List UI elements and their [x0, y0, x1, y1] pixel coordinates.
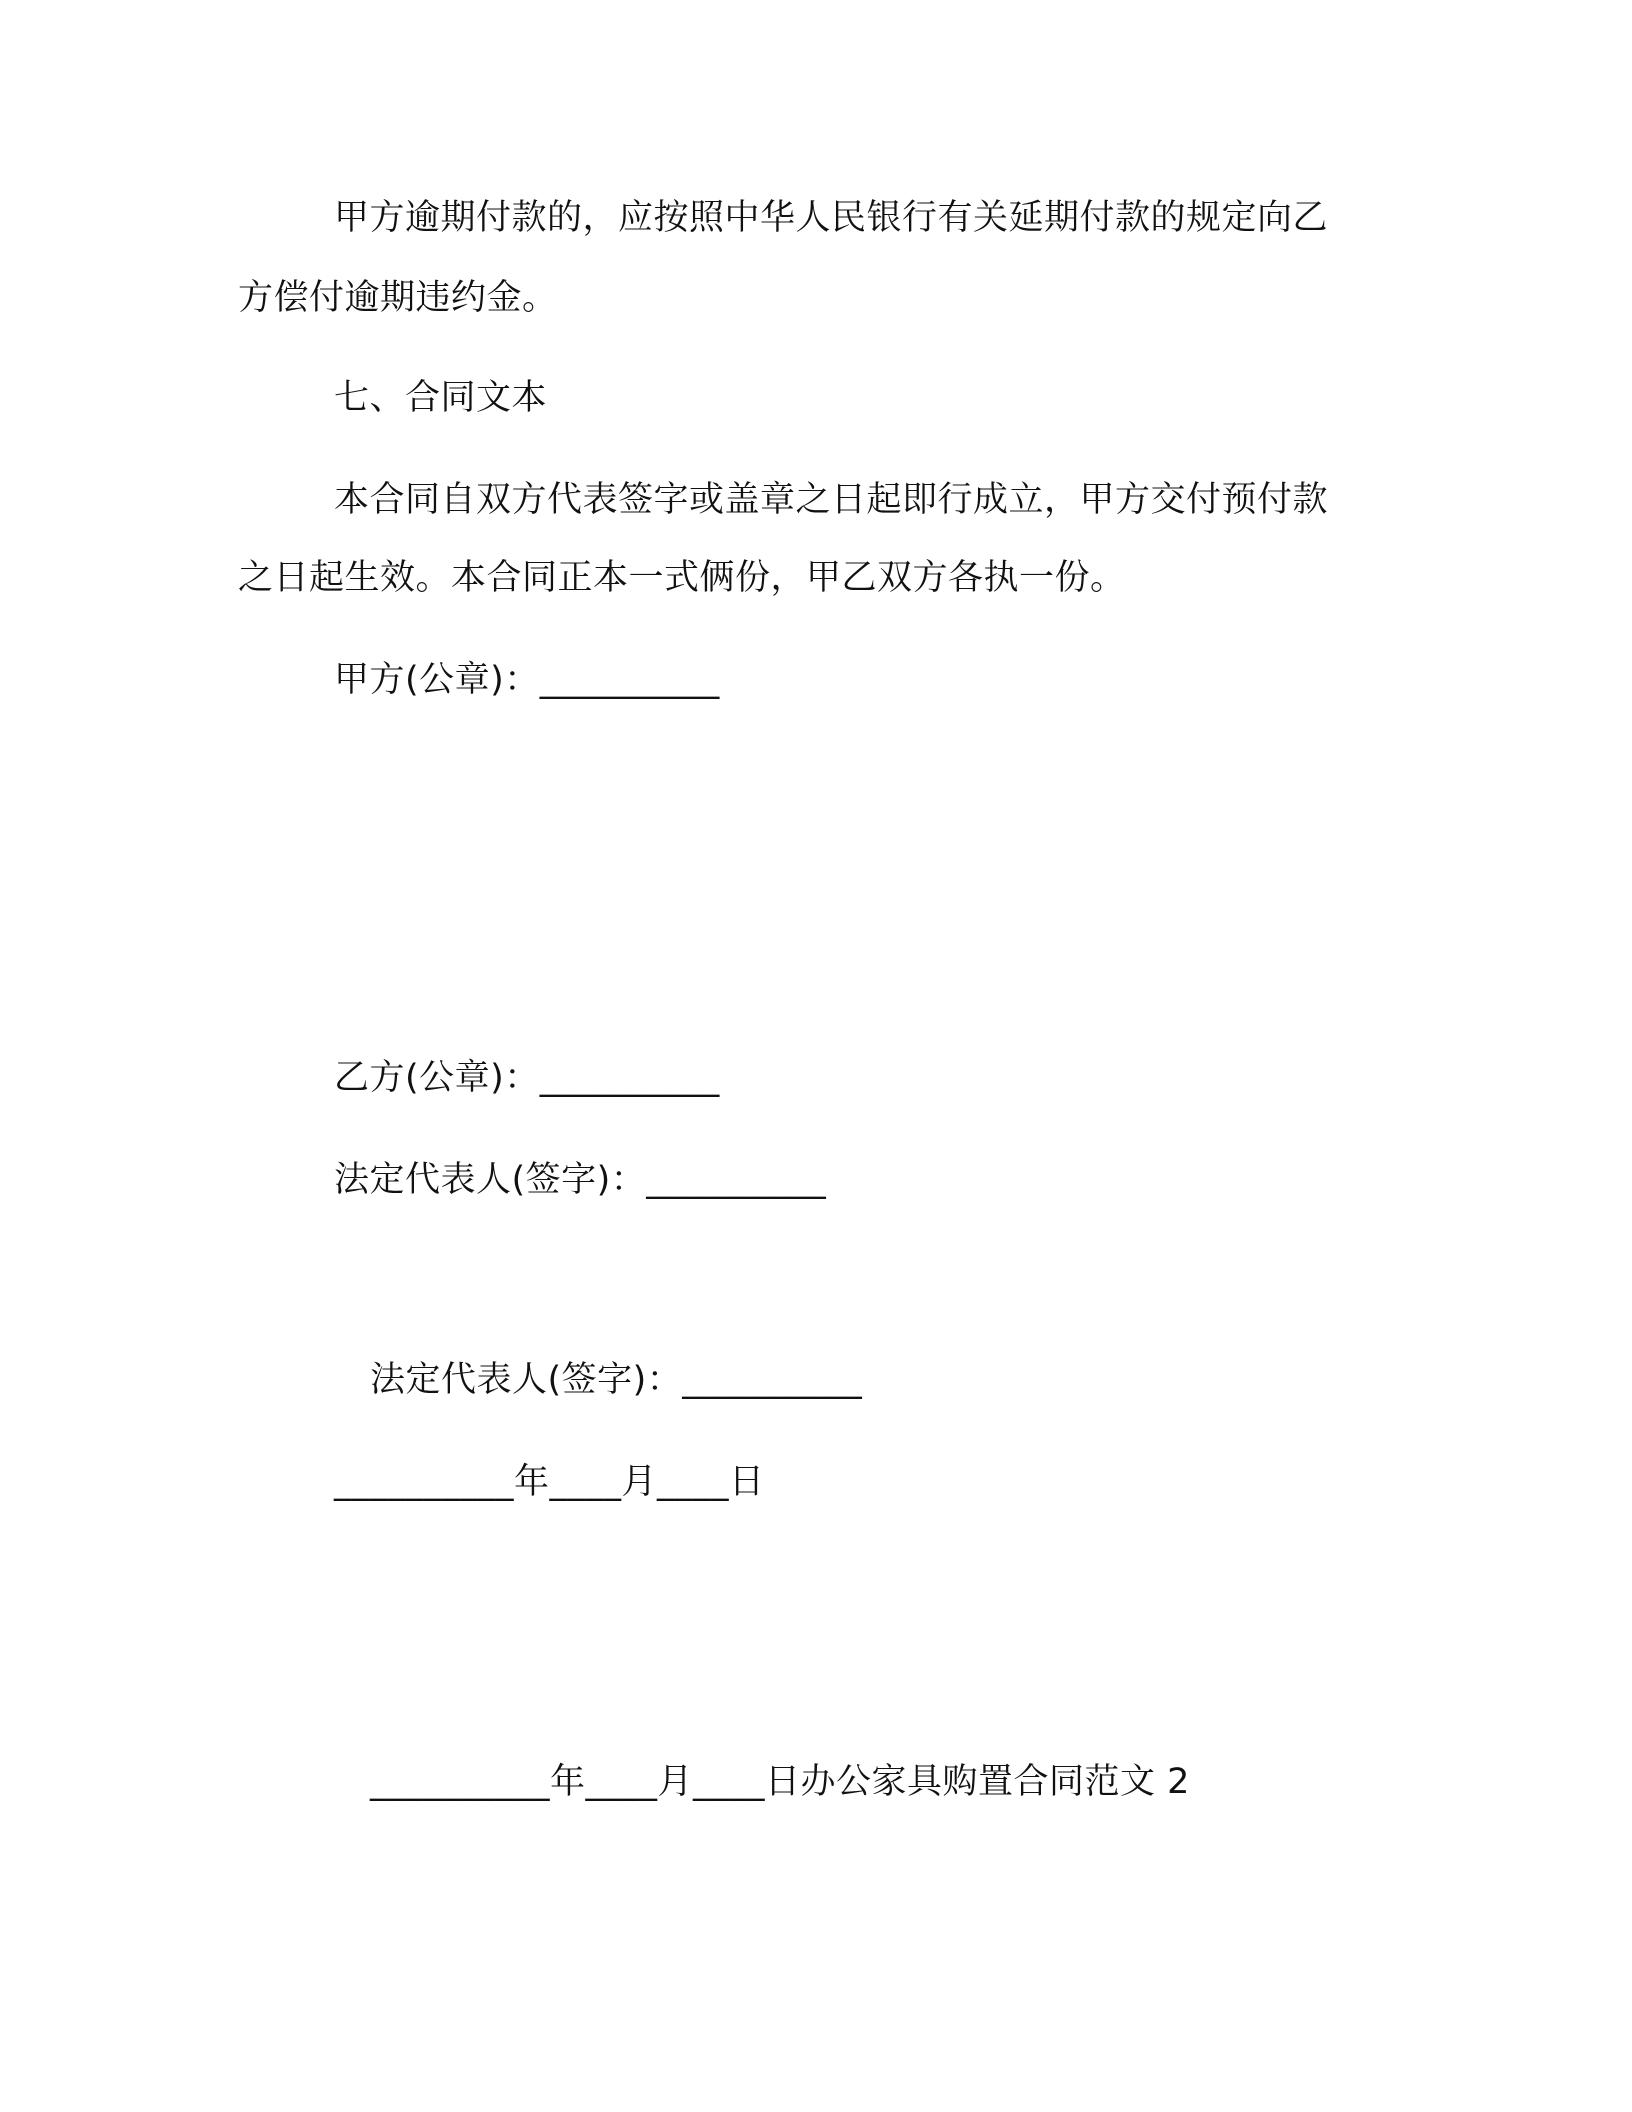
paragraph-line: 方偿付逾期违约金。 [238, 278, 558, 318]
paragraph-line: 甲方逾期付款的，应按照中华人民银行有关延期付款的规定向乙 [334, 198, 1329, 238]
legal-rep-sign-line: 法定代表人(签字)：__________ [334, 1160, 827, 1200]
section-heading: 七、合同文本 [334, 378, 548, 418]
date-title-line: __________年____月____日办公家具购置合同范文 2 [370, 1762, 1190, 1802]
paragraph-line: 之日起生效。本合同正本一式俩份，甲乙双方各执一份。 [238, 558, 1126, 598]
party-b-seal-line: 乙方(公章)：__________ [334, 1058, 720, 1098]
legal-rep-sign-line: 法定代表人(签字)：__________ [370, 1360, 863, 1400]
party-a-seal-line: 甲方(公章)：__________ [334, 660, 720, 700]
date-line: __________年____月____日 [334, 1462, 765, 1502]
paragraph-line: 本合同自双方代表签字或盖章之日起即行成立，甲方交付预付款 [334, 480, 1329, 520]
